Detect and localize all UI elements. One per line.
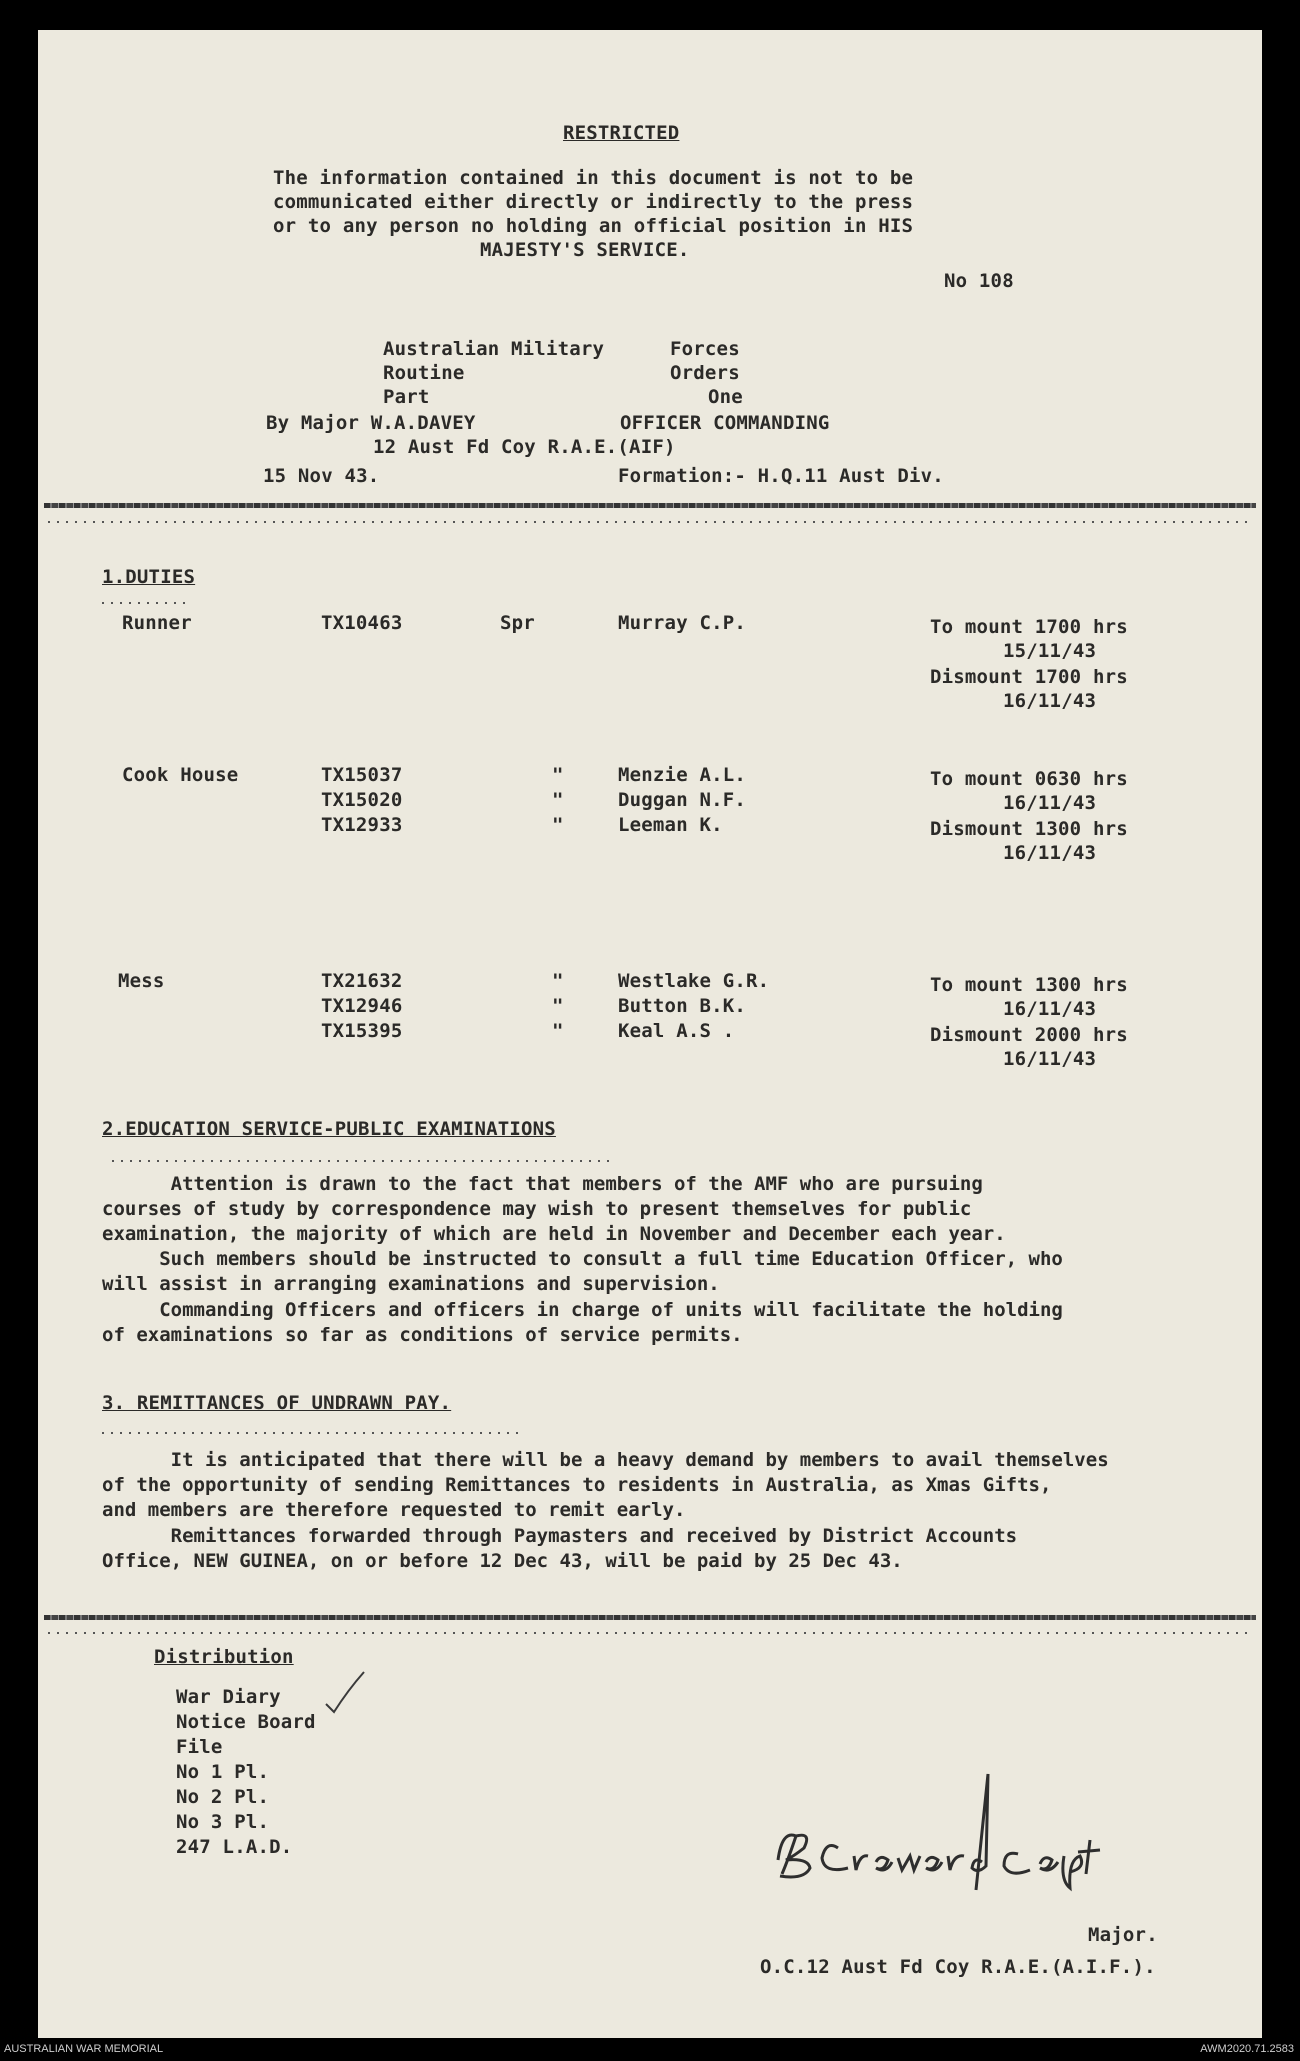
- footer-item-id: AWM2020.71.2583: [1200, 2043, 1294, 2055]
- distribution-item: War Diary: [176, 1686, 281, 1708]
- service-number: TX15020: [321, 789, 403, 811]
- heading-dots: [102, 602, 192, 604]
- education-line-1: Attention is drawn to the fact that members of the AMF who are pursuing: [102, 1173, 983, 1195]
- signatory-unit: O.C.12 Aust Fd Coy R.A.E.(A.I.F.).: [760, 1956, 1156, 1978]
- dismount-date: 16/11/43: [1003, 842, 1097, 864]
- rank: ": [552, 764, 564, 786]
- duties-heading: 1.DUTIES: [102, 566, 196, 588]
- member-name: Keal A.S .: [618, 1020, 735, 1042]
- education-line-7: of examinations so far as conditions of service permits.: [102, 1324, 743, 1346]
- distribution-item: No 3 Pl.: [176, 1811, 270, 1833]
- remittances-line-4: Remittances forwarded through Paymasters and received by District Accounts: [102, 1525, 1018, 1547]
- rank: ": [552, 1020, 564, 1042]
- education-line-4: Such members should be instructed to consult a full time Education Officer, who: [102, 1248, 1063, 1270]
- distribution-heading: Distribution: [154, 1646, 294, 1668]
- education-line-5: will assist in arranging examinations and supervision.: [102, 1273, 720, 1295]
- duty-name: Cook House: [122, 764, 239, 786]
- service-number: TX12933: [321, 814, 403, 836]
- member-name: Murray C.P.: [618, 612, 747, 634]
- divider-rule: [44, 503, 1256, 508]
- notice-line-1: The information contained in this document is not to be: [273, 167, 914, 189]
- notice-line-3: or to any person no holding an official position in HIS: [273, 215, 914, 237]
- distribution-item: No 1 Pl.: [176, 1761, 270, 1783]
- footer-archive-label: AUSTRALIAN WAR MEMORIAL: [4, 2043, 164, 2055]
- notice-line-2: communicated either directly or indirectly to the press: [273, 191, 914, 213]
- dismount-date: 16/11/43: [1003, 1048, 1097, 1070]
- officer-title: OFFICER COMMANDING: [620, 412, 830, 434]
- title-left-3: Part: [383, 386, 430, 408]
- notice-line-4: MAJESTY'S SERVICE.: [480, 239, 690, 261]
- dismount-time: Dismount 1700 hrs: [930, 666, 1128, 688]
- dismount-time: Dismount 2000 hrs: [930, 1024, 1128, 1046]
- member-name: Leeman K.: [618, 814, 723, 836]
- remittances-line-1: It is anticipated that there will be a heavy demand by members to avail themselves: [102, 1449, 1109, 1471]
- education-line-6: Commanding Officers and officers in charge of units will facilitate the holding: [102, 1299, 1063, 1321]
- mount-time: To mount 1300 hrs: [930, 974, 1128, 996]
- formation-line: Formation:- H.Q.11 Aust Div.: [618, 465, 944, 487]
- member-name: Menzie A.L.: [618, 764, 747, 786]
- member-name: Button B.K.: [618, 995, 747, 1017]
- distribution-item: File: [176, 1736, 223, 1758]
- duty-name: Runner: [122, 612, 192, 634]
- title-right-3: One: [708, 386, 743, 408]
- divider-rule: [44, 1615, 1256, 1620]
- rank: ": [552, 995, 564, 1017]
- rank: ": [552, 970, 564, 992]
- service-number: TX15037: [321, 764, 403, 786]
- heading-dots: [112, 1160, 612, 1162]
- service-number: TX12946: [321, 995, 403, 1017]
- document-page: [38, 30, 1262, 2038]
- title-left-1: Australian Military: [383, 338, 605, 360]
- service-number: TX21632: [321, 970, 403, 992]
- rank: ": [552, 789, 564, 811]
- signatory-rank: Major.: [1088, 1924, 1158, 1946]
- check-mark-icon: [324, 1670, 368, 1716]
- order-date: 15 Nov 43.: [263, 465, 380, 487]
- handwritten-signature: [768, 1770, 1248, 1910]
- by-line: By Major W.A.DAVEY: [266, 412, 476, 434]
- heading-dots: [102, 1432, 522, 1434]
- education-line-3: examination, the majority of which are held in November and December each year.: [102, 1223, 1006, 1245]
- order-number: No 108: [944, 270, 1014, 292]
- dismount-time: Dismount 1300 hrs: [930, 818, 1128, 840]
- service-number: TX15395: [321, 1020, 403, 1042]
- distribution-item: Notice Board: [176, 1711, 316, 1733]
- mount-time: To mount 1700 hrs: [930, 616, 1128, 638]
- unit-line: 12 Aust Fd Coy R.A.E.(AIF): [373, 436, 676, 458]
- remittances-heading: 3. REMITTANCES OF UNDRAWN PAY.: [102, 1392, 452, 1414]
- mount-date: 15/11/43: [1003, 640, 1097, 662]
- member-name: Duggan N.F.: [618, 789, 747, 811]
- title-right-2: Orders: [670, 362, 740, 384]
- remittances-line-2: of the opportunity of sending Remittances to residents in Australia, as Xmas Gifts,: [102, 1474, 1052, 1496]
- remittances-line-3: and members are therefore requested to remit early.: [102, 1499, 686, 1521]
- duty-name: Mess: [118, 970, 165, 992]
- education-heading: 2.EDUCATION SERVICE-PUBLIC EXAMINATIONS: [102, 1118, 556, 1140]
- rank: ": [552, 814, 564, 836]
- mount-date: 16/11/43: [1003, 792, 1097, 814]
- rank: Spr: [500, 612, 535, 634]
- title-right-1: Forces: [670, 338, 740, 360]
- dotted-divider: [48, 1632, 1248, 1634]
- dotted-divider: [48, 521, 1248, 523]
- classification-heading: RESTRICTED: [563, 122, 680, 144]
- mount-date: 16/11/43: [1003, 998, 1097, 1020]
- remittances-line-5: Office, NEW GUINEA, on or before 12 Dec 43, will be paid by 25 Dec 43.: [102, 1550, 903, 1572]
- mount-time: To mount 0630 hrs: [930, 768, 1128, 790]
- dismount-date: 16/11/43: [1003, 690, 1097, 712]
- member-name: Westlake G.R.: [618, 970, 770, 992]
- title-left-2: Routine: [383, 362, 465, 384]
- education-line-2: courses of study by correspondence may wish to present themselves for public: [102, 1198, 972, 1220]
- service-number: TX10463: [321, 612, 403, 634]
- distribution-item: 247 L.A.D.: [176, 1836, 293, 1858]
- distribution-item: No 2 Pl.: [176, 1786, 270, 1808]
